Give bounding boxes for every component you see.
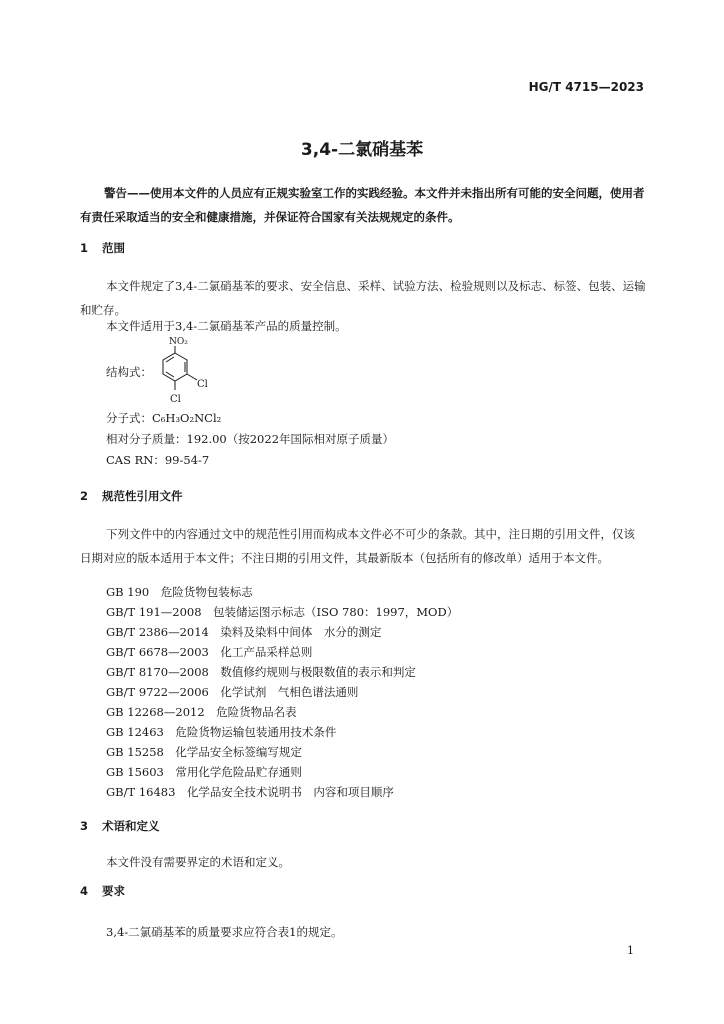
reference-item: GB 12268—2012 危险货物品名表 bbox=[106, 705, 297, 719]
molecular-mass-line: 相对分子质量：192.00（按2022年国际相对原子质量） bbox=[106, 432, 395, 446]
molecular-formula: C₆H₃O₂NCl₂ bbox=[152, 411, 222, 425]
section-title: 规范性引用文件 bbox=[102, 489, 183, 503]
section-3-heading bbox=[80, 818, 160, 834]
reference-item: GB 12463 危险货物运输包装通用技术条件 bbox=[106, 725, 337, 739]
chlorine-label-right: Cl bbox=[197, 379, 208, 390]
section-number: 1 bbox=[80, 241, 89, 255]
reference-item: GB/T 2386—2014 染料及染料中间体 水分的测定 bbox=[106, 625, 382, 639]
reference-item: GB 190 危险货物包装标志 bbox=[106, 585, 253, 599]
scope-paragraph-2: 本文件适用于3,4-二氯硝基苯产品的质量控制。 bbox=[106, 319, 347, 333]
structure-label: 结构式： bbox=[106, 365, 152, 379]
normative-references-intro: 下列文件中的内容通过文中的规范性引用而构成本文件必不可少的条款。其中，注日期的引用文件，仅该日期对应的版本适用于本文件；不注日期的引用文件，其最新版本（包括所有的修改单）适用于本文件。 bbox=[80, 527, 635, 565]
section-1-heading bbox=[80, 240, 125, 256]
reference-item: GB/T 9722—2006 化学试剂 气相色谱法通则 bbox=[106, 685, 359, 699]
warning-paragraph: 警告——使用本文件的人员应有正规实验室工作的实践经验。本文件并未指出所有可能的安全问题，使用者有责任采取适当的安全和健康措施，并保证符合国家有关法规规定的条件。 bbox=[80, 186, 645, 224]
formula-label: 分子式： bbox=[106, 411, 152, 425]
reference-item: GB/T 191—2008 包装储运图示标志（ISO 780：1997，MOD） bbox=[106, 605, 459, 619]
reference-item: GB 15258 化学品安全标签编写规定 bbox=[106, 745, 302, 759]
chlorine-label-bottom: Cl bbox=[170, 394, 181, 405]
section-number: 2 bbox=[80, 489, 89, 503]
reference-item: GB 15603 常用化学危险品贮存通则 bbox=[106, 765, 302, 779]
structural-formula-diagram bbox=[145, 335, 225, 410]
molecular-formula-line bbox=[106, 410, 221, 426]
section-number: 3 bbox=[80, 819, 89, 833]
section-number: 4 bbox=[80, 884, 89, 898]
terms-paragraph: 本文件没有需要界定的术语和定义。 bbox=[106, 855, 290, 869]
section-2-heading bbox=[80, 488, 183, 504]
section-title: 范围 bbox=[102, 241, 125, 255]
benzene-ring bbox=[163, 346, 197, 390]
scope-paragraph-1: 本文件规定了3,4-二氯硝基苯的要求、安全信息、采样、试验方法、检验规则以及标志、标签、包装、运输和贮存。 bbox=[80, 279, 646, 317]
section-title: 术语和定义 bbox=[102, 819, 160, 833]
section-4-heading bbox=[80, 883, 125, 899]
requirements-paragraph: 3,4-二氯硝基苯的质量要求应符合表1的规定。 bbox=[106, 925, 343, 939]
section-title: 要求 bbox=[102, 884, 125, 898]
cas-number-line: CAS RN：99-54-7 bbox=[106, 453, 210, 467]
reference-item: GB/T 8170—2008 数值修约规则与极限数值的表示和判定 bbox=[106, 665, 416, 679]
page-number: 1 bbox=[627, 944, 634, 957]
standard-code: HG/T 4715—2023 bbox=[528, 80, 644, 94]
document-title: 3,4-二氯硝基苯 bbox=[300, 140, 424, 160]
nitro-group-label: NO₂ bbox=[169, 337, 188, 347]
reference-item: GB/T 6678—2003 化工产品采样总则 bbox=[106, 645, 313, 659]
reference-item: GB/T 16483 化学品安全技术说明书 内容和项目顺序 bbox=[106, 785, 394, 799]
